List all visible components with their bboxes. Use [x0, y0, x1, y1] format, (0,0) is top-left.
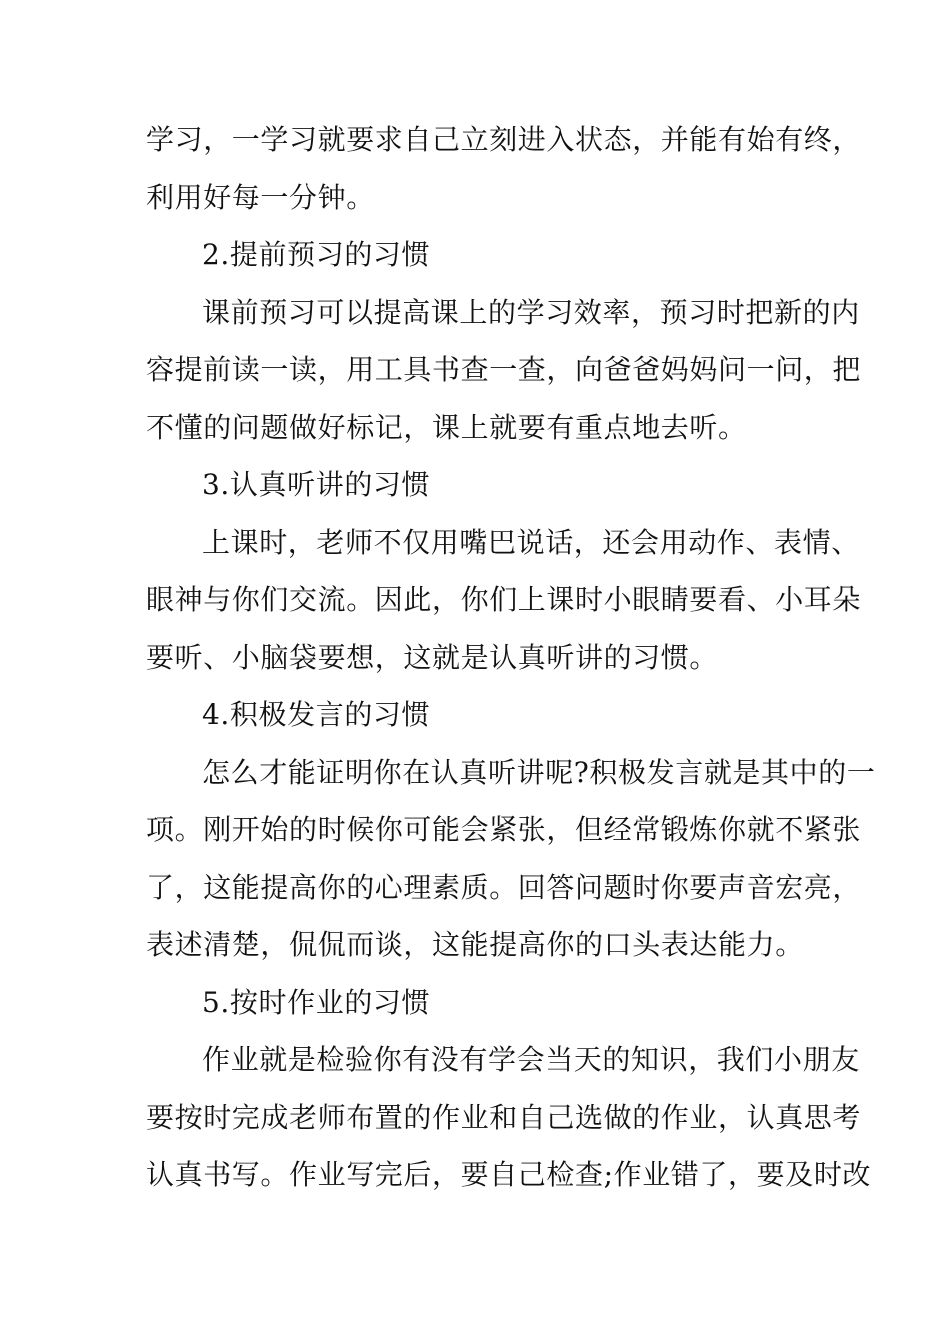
- paragraph-line: 表述清楚，侃侃而谈，这能提高你的口头表达能力。: [146, 928, 804, 961]
- paragraph-line: 了，这能提高你的心理素质。回答问题时你要声音宏亮，: [146, 870, 862, 904]
- paragraph-line: 作业就是检验你有没有学会当天的知识，我们小朋友: [202, 1043, 860, 1076]
- paragraph-line: 眼神与你们交流。因此，你们上课时小眼睛要看、小耳朵: [146, 583, 862, 616]
- section-heading: 4.积极发言的习惯: [202, 698, 431, 731]
- paragraph-line: 要按时完成老师布置的作业和自己选做的作业，认真思考: [146, 1100, 862, 1134]
- paragraph-line: 学习，一学习就要求自己立刻进入状态，并能有始有终，: [146, 123, 862, 156]
- paragraph-line: 要听、小脑袋要想，这就是认真听讲的习惯。: [146, 640, 719, 674]
- section-heading: 3.认真听讲的习惯: [202, 468, 431, 501]
- paragraph-line: 上课时，老师不仅用嘴巴说话，还会用动作、表情、: [202, 525, 860, 559]
- paragraph-line: 容提前读一读，用工具书查一查，向爸爸妈妈问一问，把: [146, 353, 862, 386]
- paragraph-line: 认真书写。作业写完后，要自己检查;作业错了，要及时改: [146, 1158, 872, 1191]
- paragraph-line: 怎么才能证明你在认真听讲呢?积极发言就是其中的一: [202, 755, 876, 789]
- paragraph-line: 项。刚开始的时候你可能会紧张，但经常锻炼你就不紧张: [146, 813, 862, 846]
- paragraph-line: 不懂的问题做好标记，课上就要有重点地去听。: [146, 410, 747, 444]
- paragraph-line: 利用好每一分钟。: [146, 180, 375, 214]
- section-heading: 2.提前预习的习惯: [202, 238, 431, 271]
- paragraph-line: 课前预习可以提高课上的学习效率，预习时把新的内: [202, 295, 860, 329]
- section-heading: 5.按时作业的习惯: [202, 985, 431, 1019]
- document-body: [146, 120, 876, 1213]
